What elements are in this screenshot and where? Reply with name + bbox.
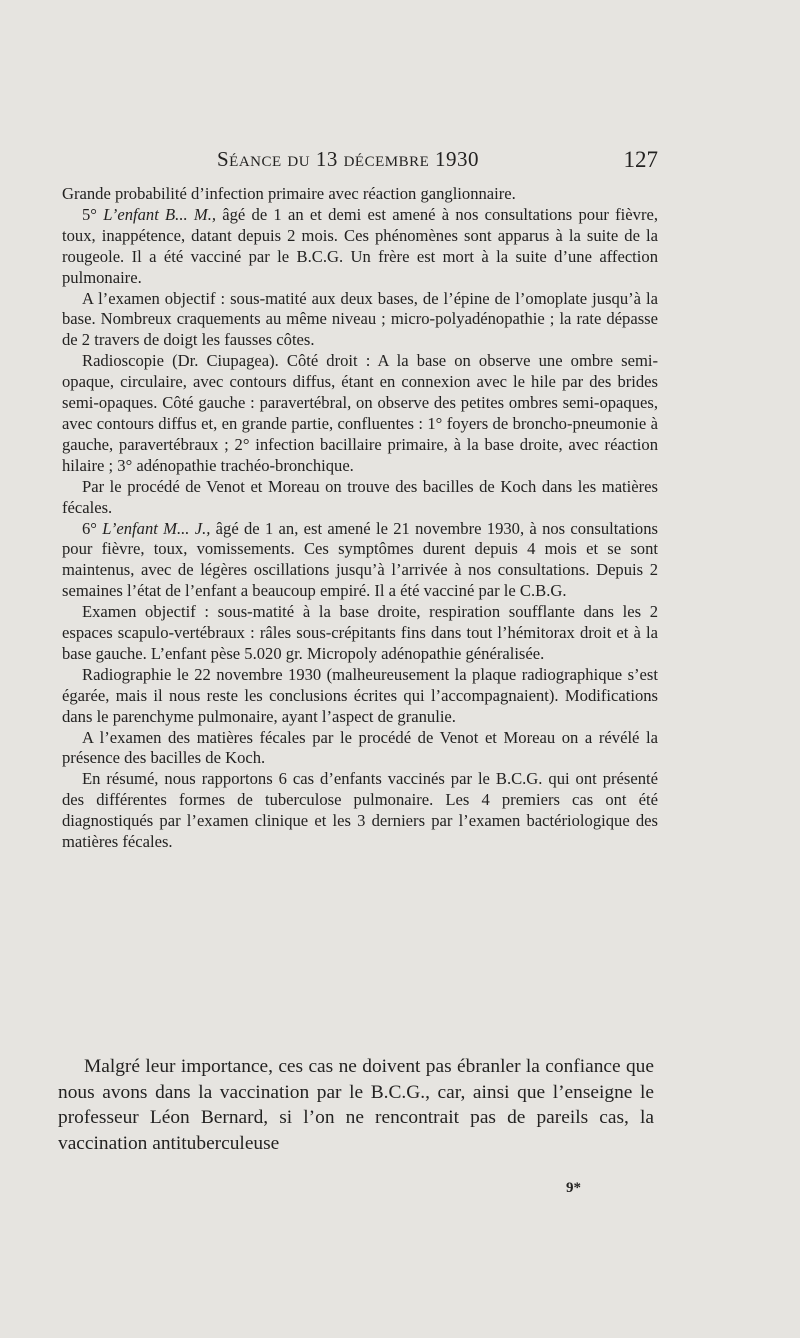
case-5-number: 5° (82, 204, 97, 224)
running-head (217, 147, 479, 172)
running-head-month: décembre (343, 147, 430, 171)
signature-mark: 9* (566, 1180, 581, 1196)
running-head-prefix: Séance du (217, 147, 311, 171)
paragraph-case-5-radioscopy: Radioscopie (Dr. Ciupagea). Côté droit : A la base on observe une ombre semi-opaque, circulaire, avec contours diffus, étant en connexion avec le hile par des brides semi-opaques. Côté gauche : paravertébral, on observe des petites ombres semi-opaques, avec contours diffus et, en grande partie, confluentes : 1° foyers de broncho-pneumonie à gauche, paravertébraux ; 2° infection bacillaire primaire, à la base droite, avec réaction hilaire ; 3° adénopathie trachéo-bronchique. (62, 351, 658, 475)
page-number: 127 (623, 147, 658, 172)
paragraph-discussion: Malgré leur importance, ces cas ne doivent pas ébranler la confiance que nous avons dans la vaccination par le B.C.G., car, ainsi que l’enseigne le professeur Léon Bernard, si l’on ne rencontrait pas de pareils cas, la vaccination antituberculeuse (58, 1056, 654, 1154)
paragraph-case-5-exam: A l’examen objectif : sous-matité aux deux bases, de l’épine de l’omoplate jusqu’à la base. Nombreux craquements au même niveau ; micro-polyadénopathie ; la rate dépasse de 2 travers de doigt les fausses côtes. (62, 288, 658, 350)
paragraph-conclusion-case-4: Grande probabilité d’infection primaire avec réaction ganglionnaire. (62, 184, 516, 203)
paragraph-case-5 (62, 205, 658, 289)
paragraph-case-6 (62, 519, 658, 603)
paragraph-case-6-radiography: Radiographie le 22 novembre 1930 (malheureusement la plaque radiographique s’est égarée, mais il nous reste les conclusions écrites qui l’accompagnaient). Modifications dans le parenchyme pulmonaire, ayant l’aspect de granulie. (62, 664, 658, 726)
paragraph-summary: En résumé, nous rapportons 6 cas d’enfants vaccinés par le B.C.G. qui ont présenté des différentes formes de tuberculose pulmonaire. Les 4 premiers cas ont été diagnostiqués par l’examen clinique et les 3 derniers par l’examen bactériologique des matières fécales. (62, 769, 658, 852)
case-6-patient: L’enfant M... J., (102, 518, 211, 538)
case-report-text (62, 184, 658, 853)
discussion-text (58, 1054, 654, 1156)
paragraph-case-6-feces: A l’examen des matières fécales par le procédé de Venot et Moreau on a révélé la présence des bacilles de Koch. (62, 727, 658, 768)
paragraph-case-6-exam: Examen objectif : sous-matité à la base droite, respiration soufflante dans les 2 espaces scapulo-vertébraux : râles sous-crépitants fins dans tout l’hémitorax droit et à la base gauche. L’enfant pèse 5.020 gr. Micropoly adénopathie généralisée. (62, 602, 658, 663)
running-head-year: 1930 (435, 147, 480, 171)
case-5-text: âgé de 1 an et demi est amené à nos consultations pour fièvre, toux, inappétence, datant depuis 2 mois. Ces phénomènes sont apparus à la suite de la rougeole. Il a été vacciné par le B.C.G. Un frère est mort à la suite d’une affection pulmonaire. (62, 204, 658, 287)
case-6-number: 6° (82, 518, 97, 538)
page-header (62, 147, 658, 177)
case-6-text: âgé de 1 an, est amené le 21 novembre 1930, à nos consultations pour fièvre, toux, vomissements. Ces symptômes durent depuis 4 mois et se sont maintenus, avec de légères oscillations jusqu’à l’arrivée à nos consultations. Depuis 2 semaines l’état de l’enfant a beaucoup empiré. Il a été vacciné par le C.B.G. (62, 518, 658, 601)
paragraph-case-5-feces: Par le procédé de Venot et Moreau on trouve des bacilles de Koch dans les matières fécales. (62, 476, 658, 517)
running-head-day: 13 (315, 147, 338, 171)
case-5-patient: L’enfant B... M., (103, 204, 216, 224)
